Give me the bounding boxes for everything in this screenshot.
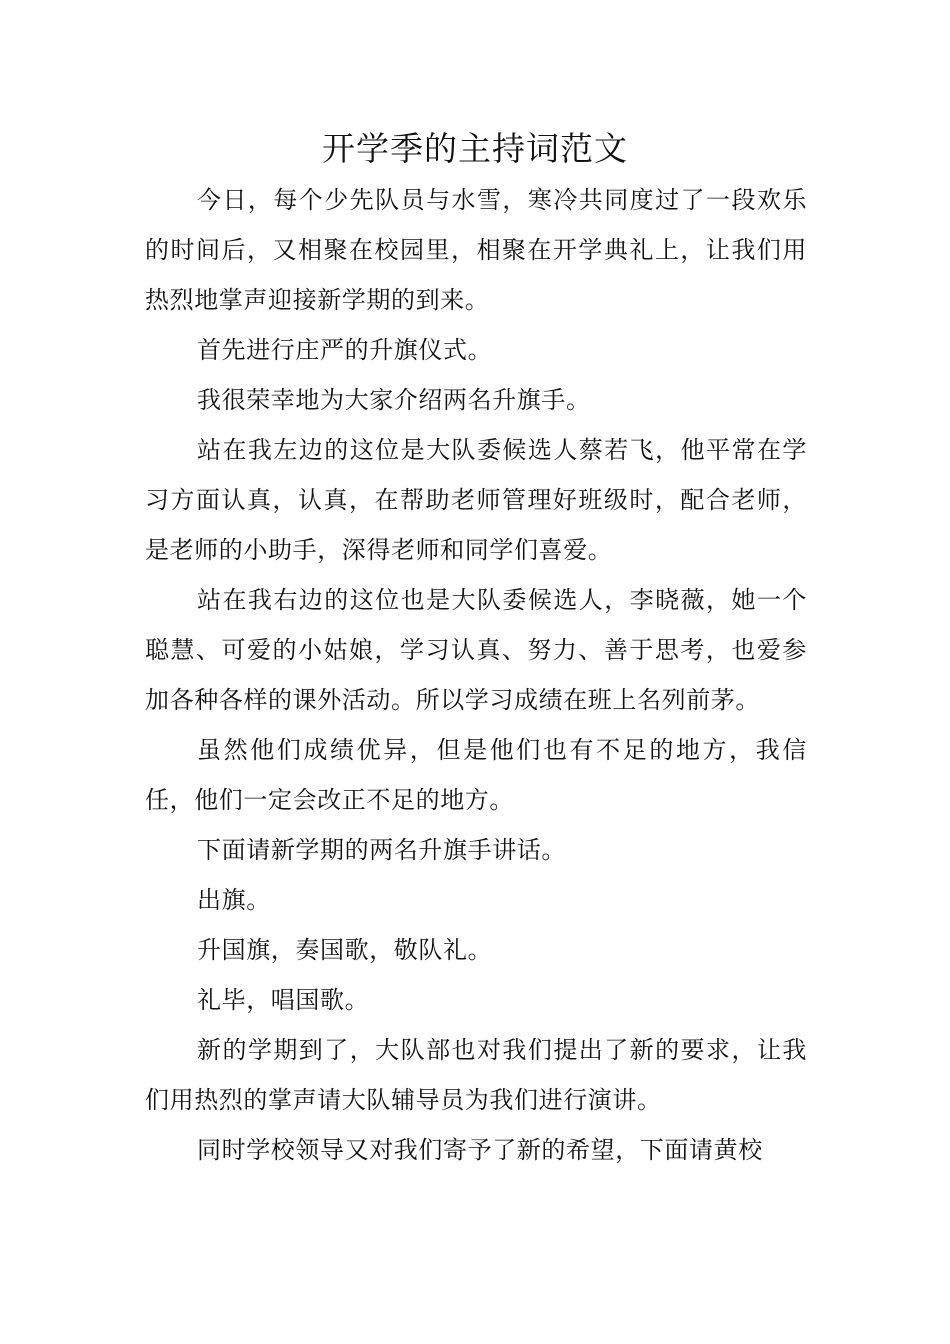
paragraph: 下面请新学期的两名升旗手讲话。 — [197, 836, 566, 864]
paragraph: 同时学校领导又对我们寄予了新的希望，下面请黄校 — [197, 1136, 763, 1164]
paragraph: 礼毕，唱国歌。 — [197, 986, 370, 1014]
paragraph: 首先进行庄严的升旗仪式。 — [197, 336, 493, 364]
document-body — [145, 175, 807, 1175]
paragraph: 今日，每个少先队员与水雪，寒冷共同度过了一段欢乐的时间后，又相聚在校园里，相聚在开学典礼上，让我们用热烈地掌声迎接新学期的到来。 — [145, 186, 807, 314]
document-title: 开学季的主持词范文 — [322, 129, 628, 168]
paragraph: 新的学期到了，大队部也对我们提出了新的要求，让我们用热烈的掌声请大队辅导员为我们进行演讲。 — [145, 1036, 807, 1114]
paragraph: 虽然他们成绩优异，但是他们也有不足的地方，我信任，他们一定会改正不足的地方。 — [145, 736, 807, 814]
paragraph: 出旗。 — [197, 886, 271, 914]
paragraph: 站在我左边的这位是大队委候选人蔡若飞，他平常在学习方面认真，认真，在帮助老师管理好班级时，配合老师，是老师的小助手，深得老师和同学们喜爱。 — [145, 436, 807, 564]
paragraph: 站在我右边的这位也是大队委候选人，李晓薇，她一个聪慧、可爱的小姑娘，学习认真、努力、善于思考，也爱参加各种各样的课外活动。所以学习成绩在班上名列前茅。 — [145, 586, 807, 714]
paragraph: 升国旗，奏国歌，敬队礼。 — [197, 936, 493, 964]
paragraph: 我很荣幸地为大家介绍两名升旗手。 — [197, 386, 591, 414]
